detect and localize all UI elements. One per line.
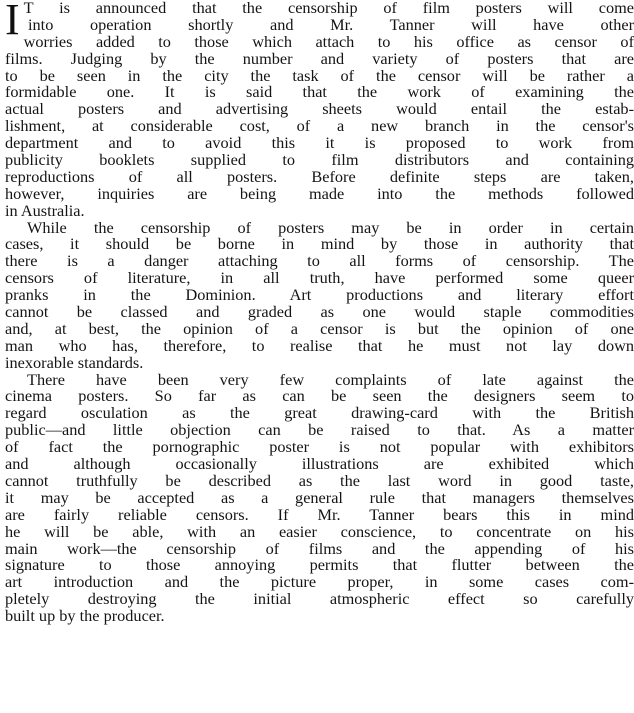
text-line: to be seen in the city the task of the censor will be rather a (5, 65, 634, 85)
text-line: built up by the producer. (5, 606, 165, 626)
text-line: it may be accepted as a general rule that managers themselves (5, 487, 634, 507)
text-line: cannot be classed and graded as one would staple commodities (5, 302, 634, 322)
text-line: are fairly reliable censors. If Mr. Tanner bears this in mind (5, 504, 634, 524)
text-line: formidable one. It is said that the work of examining the (5, 82, 634, 102)
text-line: cinema posters. So far as can be seen the designers seem to (5, 386, 634, 406)
text-line: publicity booklets supplied to film distributors and containing (5, 150, 634, 170)
paragraph-2 (5, 217, 634, 372)
text-line: actual posters and advertising sheets would entail the estab- (5, 99, 634, 119)
text-line: of fact the pornographic poster is not popular with exhibitors (5, 437, 634, 457)
text-line: public—and little objection can be raised to that. As a matter (5, 420, 634, 440)
paragraph-3 (5, 369, 634, 626)
text-line: cases, it should be borne in mind by those in authority that (5, 234, 634, 254)
text-line: lishment, at considerable cost, of a new branch in the censor's (5, 116, 634, 136)
text-line: man who has, therefore, to realise that he must not lay down (5, 335, 634, 355)
text-line: he will be able, with an easier conscience, to concentrate on his (5, 521, 634, 541)
text-line: and although occasionally illustrations are exhibited which (5, 454, 634, 474)
text-line: films. Judging by the number and variety of posters that are (5, 48, 634, 68)
text-line: While the censorship of posters may be in order in certain (27, 217, 634, 237)
text-line: main work—the censorship of films and the appending of his (5, 538, 634, 558)
text-line: pletely destroying the initial atmospheric effect so carefully (5, 589, 634, 609)
text-line: regard osculation as the great drawing-card with the British (5, 403, 634, 423)
text-line: however, inquiries are being made into the methods followed (5, 183, 634, 203)
text-line: and, at best, the opinion of a censor is but the opinion of one (5, 318, 634, 338)
text-line: into operation shortly and Mr. Tanner will have other (28, 14, 634, 34)
text-line: There have been very few complaints of late against the (27, 369, 634, 389)
paragraph-1 (5, 0, 634, 220)
text-line: there is a danger attaching to all forms of censorship. The (5, 251, 634, 271)
drop-cap: I (5, 0, 20, 44)
text-line: censors of literature, in all truth, have performed some queer (5, 268, 634, 288)
text-line: in Australia. (5, 200, 85, 220)
text-line: reproductions of all posters. Before definite steps are taken, (5, 166, 634, 186)
text-line: T is announced that the censorship of film posters will come (23, 0, 634, 17)
text-line: worries added to those which attach to his office as censor of (23, 31, 634, 51)
text-line: inexorable standards. (5, 352, 144, 372)
text-line: cannot truthfully be described as the last word in good taste, (5, 470, 634, 490)
text-line: department and to avoid this it is proposed to work from (5, 133, 634, 153)
text-line: signature to those annoying permits that flutter between the (5, 555, 634, 575)
text-line: art introduction and the picture proper, in some cases com- (5, 572, 634, 592)
text-line: pranks in the Dominion. Art productions and literary effort (5, 285, 634, 305)
